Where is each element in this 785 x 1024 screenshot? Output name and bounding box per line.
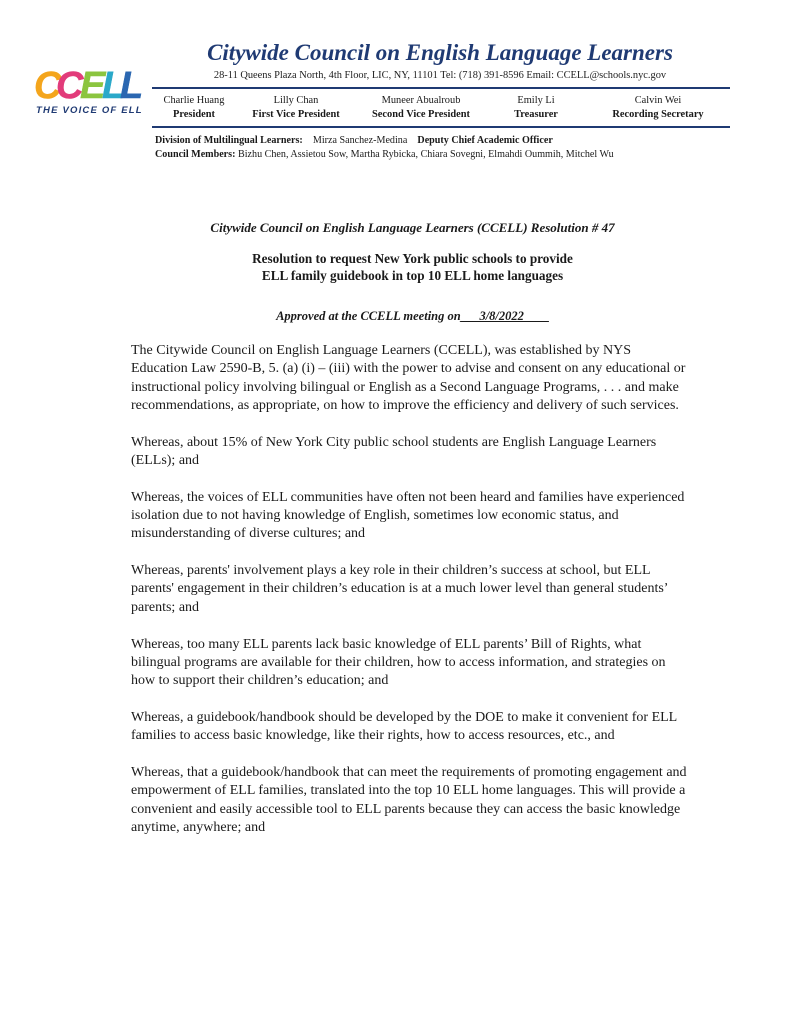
resolution-subtitle-line2: ELL family guidebook in top 10 ELL home languages [261,268,564,283]
officer-role: Recording Secretary [612,109,704,120]
officer-name: Lilly Chan [273,95,319,106]
ccell-logo [32,62,144,118]
approved-line [80,309,745,324]
officer-role: President [173,109,215,120]
svg-text:C: C [56,65,84,107]
officers-row [152,94,730,124]
resolution-body [131,342,691,856]
officer-name: Charlie Huang [163,95,225,106]
officer-name: Emily Li [517,95,555,106]
svg-text:L: L [120,65,144,107]
logo-tagline: THE VOICE OF ELL [36,105,143,116]
svg-text:L: L [102,65,126,107]
division-person: Mirza Sanchez-Medina [312,135,408,146]
resolution-subtitle [80,250,745,284]
officer-role: Second Vice President [372,109,470,120]
officer-name: Calvin Wei [634,95,682,106]
svg-text:E: E [80,65,106,107]
paragraph-whereas: Whereas, the voices of ELL communities have often not been heard and families have experienced isolation due to not having knowledge of English, sometimes low economic status, and misunderstanding of diverse cultures; and [131,489,685,542]
staff-block [155,134,614,162]
officer-first-vp [236,94,356,122]
top-rule [152,87,730,89]
bottom-rule [152,126,730,128]
paragraph-whereas: Whereas, a guidebook/handbook should be developed by the DOE to make it convenient for ELL families to access basic knowledge, like their rights, how to access resources, etc., and [131,709,677,744]
officer-treasurer [486,94,586,122]
members-label: Council Members: [155,149,236,160]
officer-president [152,94,236,122]
officer-role: First Vice President [252,109,340,120]
division-line [155,134,614,148]
svg-text:C: C [34,65,62,107]
paragraph-preamble: The Citywide Council on English Language Learners (CCELL), was established by NYS Education Law 2590-B, 5. (a) (i) – (iii) with the power to advise and consent on any educational or instructional policy involving bilingual or English as a Second Language Programs, . . . and make recommendations, as appropriate, on how to improve the efficiency and delivery of such services. [131,343,686,413]
officer-recording-secretary [586,94,730,122]
officer-name: Muneer Abualroub [381,95,461,106]
approved-prefix: Approved at the CCELL meeting on [276,309,461,323]
officer-second-vp [356,94,486,122]
members-list: Bizhu Chen, Assietou Sow, Martha Rybicka, Chiara Sovegni, Elmahdi Oummih, Mitchel Wu [238,149,614,160]
approved-date: ___3/8/2022____ [460,309,549,323]
contact-line: 28-11 Queens Plaza North, 4th Floor, LIC, NY, 11101 Tel: (718) 391-8596 Email: CCELL@schools.nyc.gov [213,70,667,81]
resolution-subtitle-line1: Resolution to request New York public schools to provide [252,251,573,266]
paragraph-whereas: Whereas, that a guidebook/handbook that can meet the requirements of promoting engagement and empowerment of ELL families, translated into the top 10 ELL home languages. This will provide a convenient and easily accessible tool to ELL parents because they can access the basic knowledge anytime, anywhere; and [131,765,687,835]
officer-role: Treasurer [514,109,558,120]
paragraph-whereas: Whereas, too many ELL parents lack basic knowledge of ELL parents’ Bill of Rights, what bilingual programs are available for their children, how to access information, and strategies on how to support their children’s education; and [131,636,666,689]
letterhead-title: Citywide Council on English Language Learners [207,40,673,65]
members-line [155,148,614,162]
division-title: Deputy Chief Academic Officer [417,135,553,146]
division-label: Division of Multilingual Learners: [155,135,303,146]
resolution-title: Citywide Council on English Language Learners (CCELL) Resolution # 47 [210,220,615,235]
paragraph-whereas: Whereas, parents' involvement plays a key role in their children’s success at school, but ELL parents' engagement in their children’s education is at a much lower level than general students’ parents; and [131,563,668,615]
paragraph-whereas: Whereas, about 15% of New York City public school students are English Language Learners (ELLs); and [131,434,657,468]
